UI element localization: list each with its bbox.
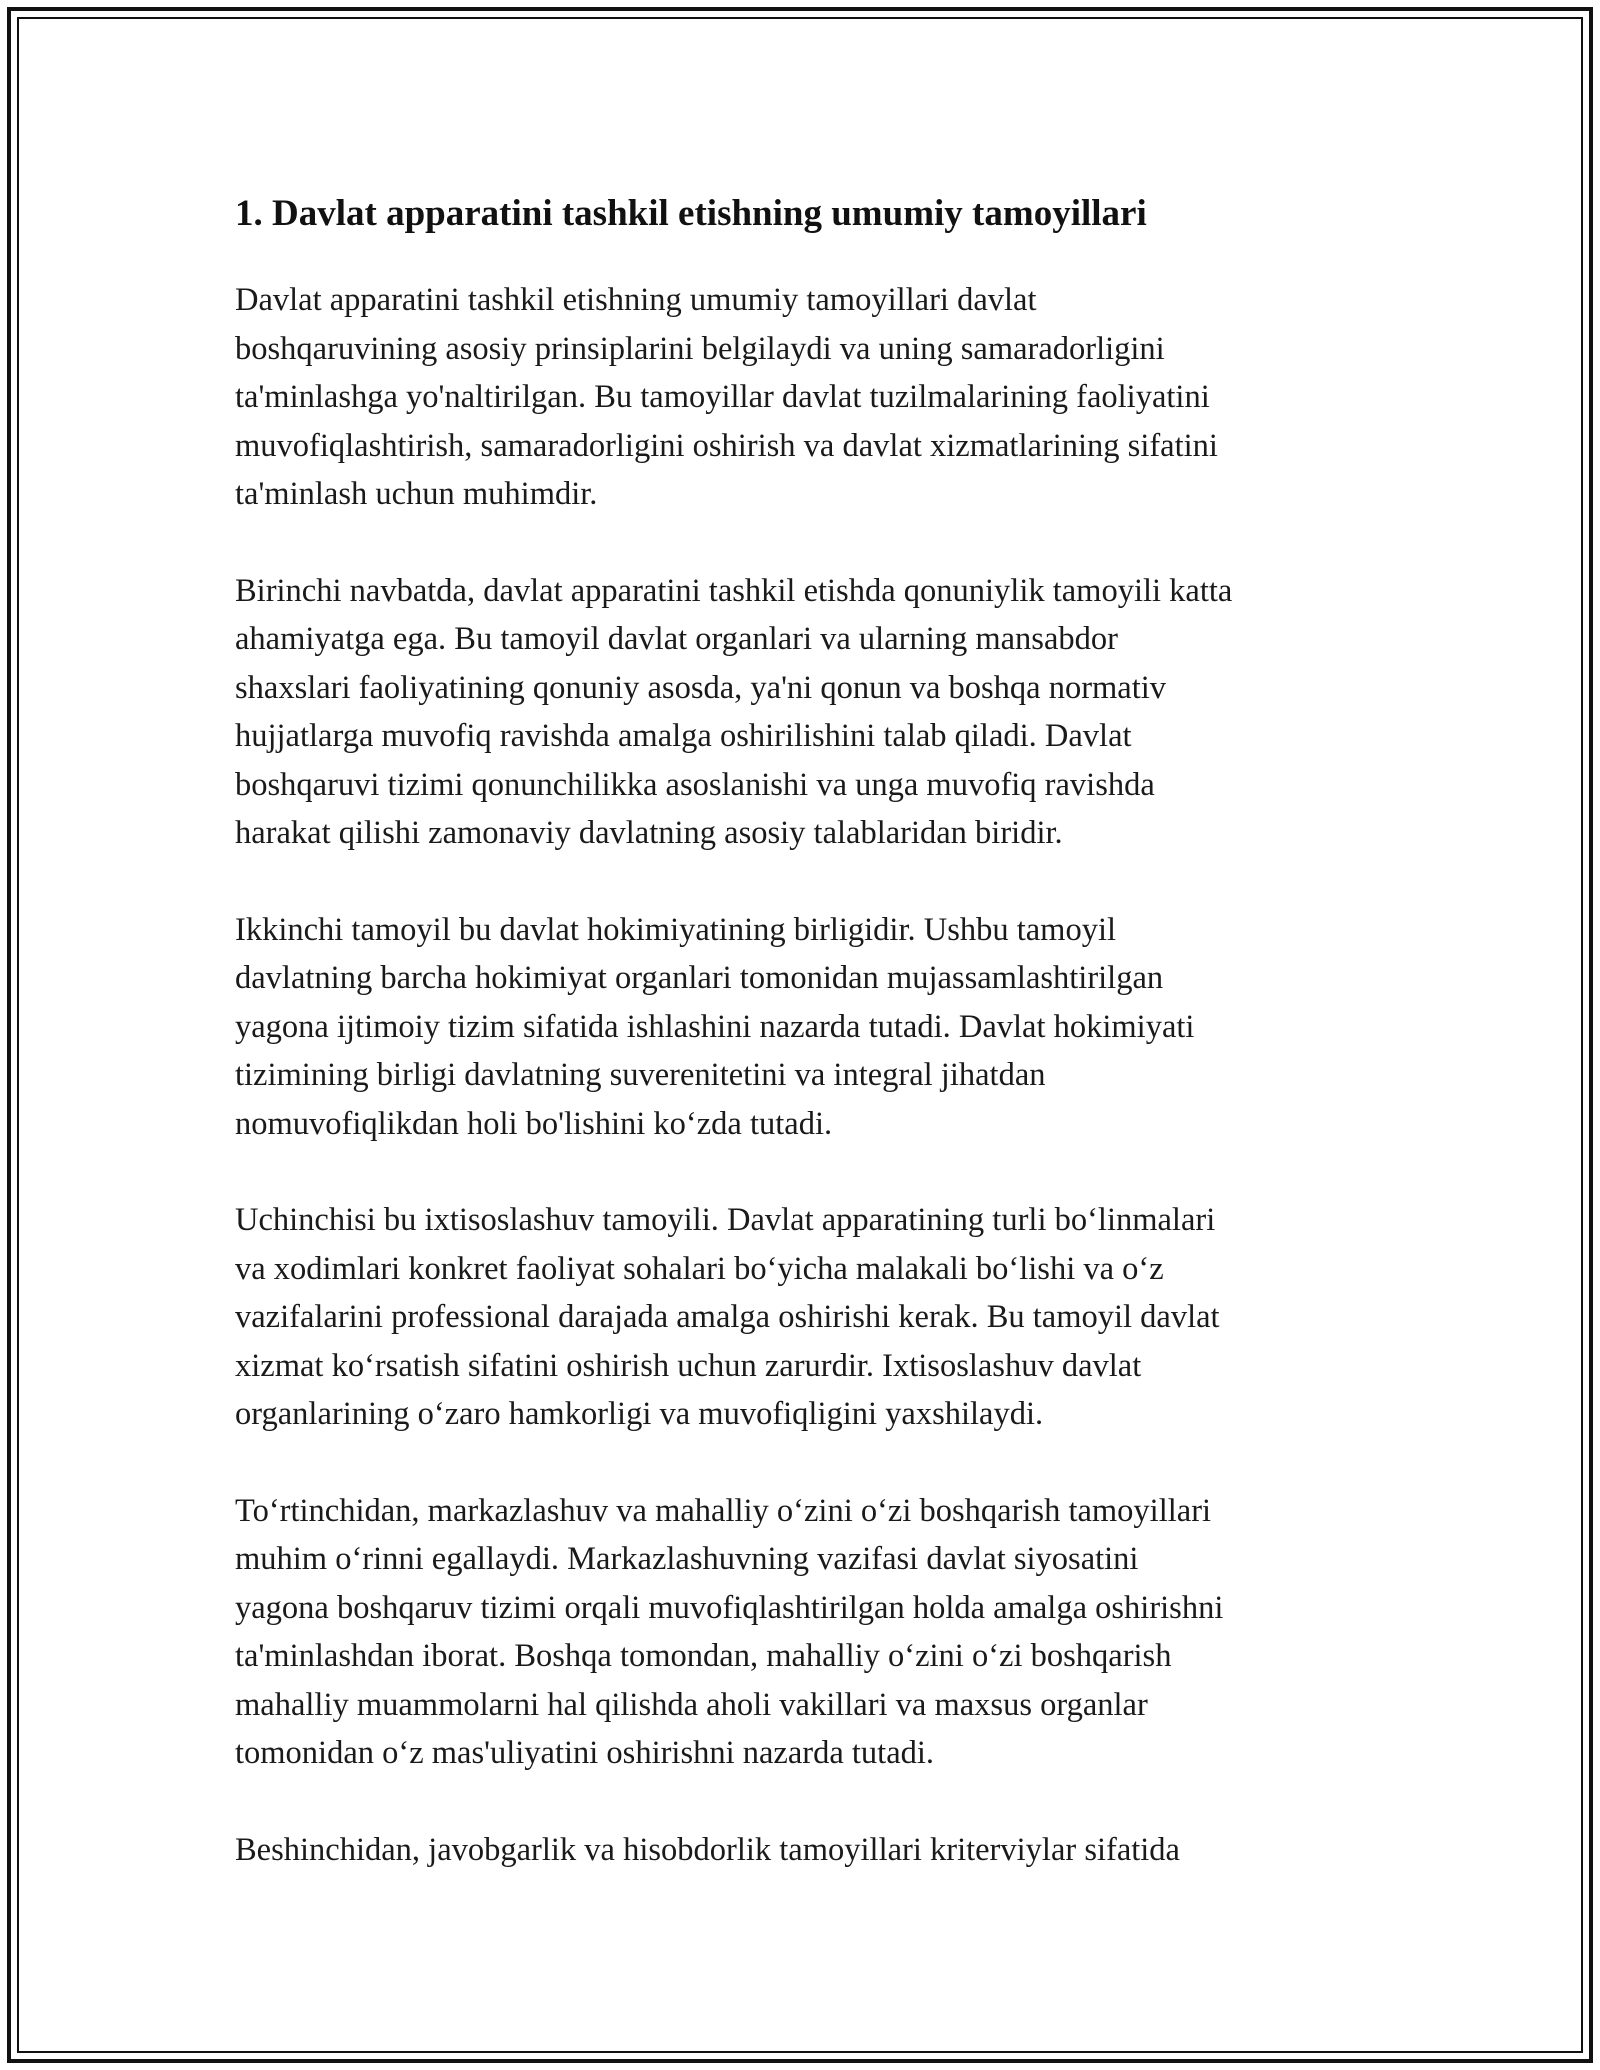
text-line: shaxslari faoliyatining qonuniy asosda, ya'ni qonun va boshqa normativ xyxy=(235,669,1167,706)
text-line: To‘rtinchidan, markazlashuv va mahalliy o‘zini o‘zi boshqarish tamoyillari xyxy=(235,1492,1212,1529)
text-line: tizimining birligi davlatning suverenitetini va integral jihatdan xyxy=(235,1057,1046,1093)
text-line: muvofiqlashtirish, samaradorligini oshirish va davlat xizmatlarining sifatini xyxy=(235,427,1218,464)
text-line: Birinchi navbatda, davlat apparatini tashkil etishda qonuniylik tamoyili katta xyxy=(235,572,1233,609)
section-heading: 1. Davlat apparatini tashkil etishning umumiy tamoyillari xyxy=(235,193,1147,234)
paragraph-5 xyxy=(235,1487,1365,1778)
text-line: ta'minlashdan iborat. Boshqa tomondan, mahalliy o‘zini o‘zi boshqarish xyxy=(235,1638,1172,1674)
text-line: yagona boshqaruv tizimi orqali muvofiqlashtirilgan holda amalga oshirishni xyxy=(235,1589,1224,1626)
text-line: yagona ijtimoiy tizim sifatida ishlashini nazarda tutadi. Davlat hokimiyati xyxy=(235,1008,1195,1045)
text-line: organlarining o‘zaro hamkorligi va muvofiqligini yaxshilaydi. xyxy=(235,1396,1044,1432)
paragraph-3 xyxy=(235,906,1365,1149)
paragraph-2 xyxy=(235,567,1365,858)
text-line: davlatning barcha hokimiyat organlari tomonidan mujassamlashtirilgan xyxy=(235,960,1164,996)
paragraph-1 xyxy=(235,276,1365,519)
text-line: va xodimlari konkret faoliyat sohalari bo‘yicha malakali bo‘lishi va o‘z xyxy=(235,1250,1164,1287)
text-line: ta'minlashga yo'naltirilgan. Bu tamoyillar davlat tuzilmalarining faoliyatini xyxy=(235,379,1210,415)
document-body xyxy=(235,186,1365,1922)
text-line: Uchinchisi bu ixtisoslashuv tamoyili. Davlat apparatining turli bo‘linmalari xyxy=(235,1202,1216,1238)
text-line: vazifalarini professional darajada amalga oshirishi kerak. Bu tamoyil davlat xyxy=(235,1299,1220,1335)
text-line: Davlat apparatini tashkil etishning umumiy tamoyillari davlat xyxy=(235,282,1037,318)
paragraph-4 xyxy=(235,1196,1365,1439)
text-line: nomuvofiqlikdan holi bo'lishini ko‘zda tutadi. xyxy=(235,1105,833,1142)
text-line: boshqaruvi tizimi qonunchilikka asoslanishi va unga muvofiq ravishda xyxy=(235,766,1155,803)
paragraph-6 xyxy=(235,1826,1365,1875)
text-line: boshqaruvining asosiy prinsiplarini belgilaydi va uning samaradorligini xyxy=(235,330,1165,367)
text-line: ahamiyatga ega. Bu tamoyil davlat organlari va ularning mansabdor xyxy=(235,621,1118,657)
text-line: tomonidan o‘z mas'uliyatini oshirishni nazarda tutadi. xyxy=(235,1735,935,1771)
text-line: ta'minlash uchun muhimdir. xyxy=(235,476,598,512)
text-line: hujjatlarga muvofiq ravishda amalga oshirilishini talab qiladi. Davlat xyxy=(235,718,1132,754)
text-line: Beshinchidan, javobgarlik va hisobdorlik tamoyillari kriterviylar sifatida xyxy=(235,1831,1180,1868)
text-line: Ikkinchi tamoyil bu davlat hokimiyatining birligidir. Ushbu tamoyil xyxy=(235,911,1117,948)
text-line: muhim o‘rinni egallaydi. Markazlashuvning vazifasi davlat siyosatini xyxy=(235,1541,1139,1577)
text-line: mahalliy muammolarni hal qilishda aholi vakillari va maxsus organlar xyxy=(235,1686,1148,1723)
text-line: xizmat ko‘rsatish sifatini oshirish uchun zarurdir. Ixtisoslashuv davlat xyxy=(235,1347,1142,1384)
text-line: harakat qilishi zamonaviy davlatning asosiy talablaridan biridir. xyxy=(235,815,1063,851)
